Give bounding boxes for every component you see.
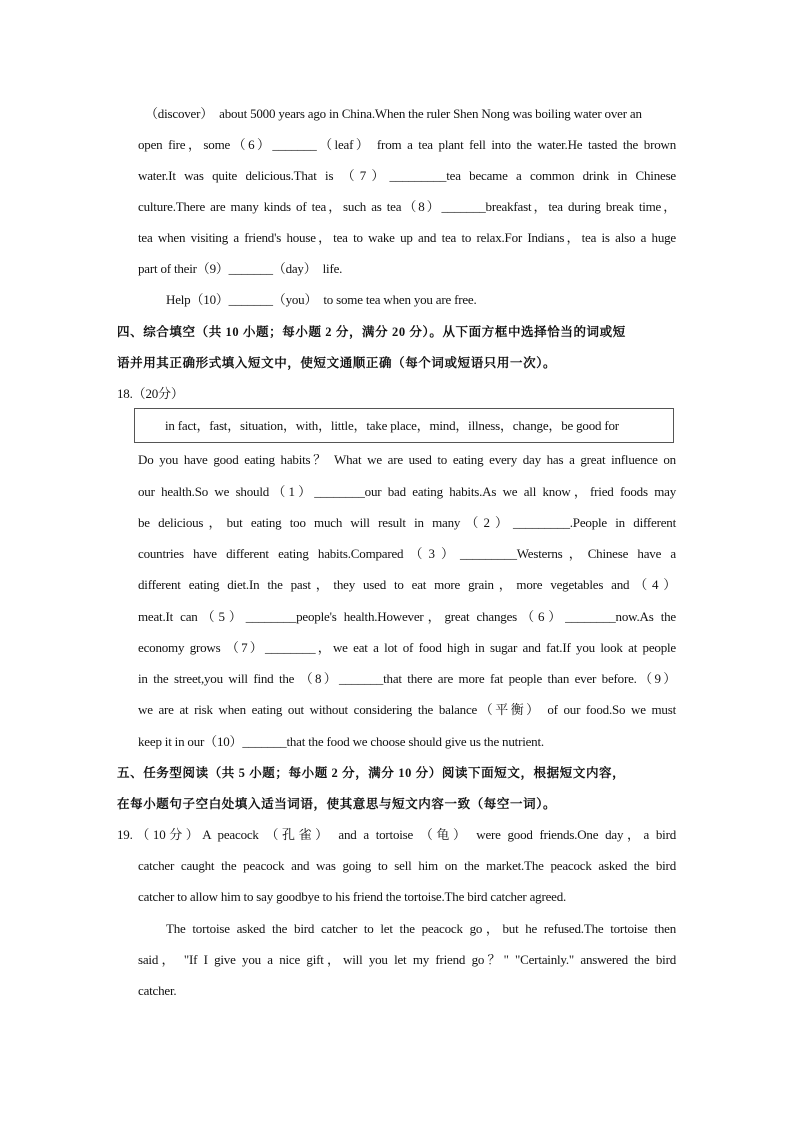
passage-line: open fire，some（6）_______（leaf） from a tea plant fell into the water.He tasted the brown	[138, 137, 676, 152]
passage-line: catcher to allow him to say goodbye to his friend the tortoise.The bird catcher agreed.	[138, 889, 567, 904]
passage-line: said， "If I give you a nice gift，will you let my friend go？" "Certainly." answered the bird	[138, 952, 676, 967]
passage-line: we are at risk when eating out without considering the balance（平衡） of our food.So we must	[138, 702, 676, 717]
word-bank-text: in fact，fast，situation，with，little，take place，mind，illness，change，be good for	[165, 418, 619, 433]
passage-line: Do you have good eating habits？ What we are used to eating every day has a great influence on	[138, 452, 676, 467]
passage-line: countries have different eating habits.Compared（3）_________Westerns，Chinese have a	[138, 546, 676, 561]
passage-line: catcher.	[138, 983, 177, 998]
passage-line: catcher caught the peacock and was going to sell him on the market.The peacock asked the bird	[138, 858, 676, 873]
passage-line: in the street,you will find the （8）_______that there are more fat people than ever before.（9）	[138, 671, 676, 686]
passage-line: tea when visiting a friend's house，tea to wake up and tea to relax.For Indians，tea is also a huge	[138, 230, 676, 245]
passage-line: economy grows （7）________，we eat a lot of food high in sugar and fat.If you look at people	[138, 640, 676, 655]
passage-line: water.It was quite delicious.That is （7）_________tea became a common drink in Chinese	[138, 168, 676, 183]
passage-line: 19.（10分）A peacock （孔雀） and a tortoise （龟） were good friends.One day，a bird	[117, 827, 676, 842]
word-bank-box	[134, 408, 674, 443]
section-5-heading: 在每小题句子空白处填入适当词语，使其意思与短文内容一致（每空一词）。	[117, 797, 557, 811]
passage-line: our health.So we should（1）________our bad eating habits.As we all know，fried foods may	[138, 484, 676, 499]
passage-line: Help（10）_______（you） to some tea when you are free.	[166, 292, 477, 307]
passage-line: different eating diet.In the past，they used to eat more grain，more vegetables and（4）	[138, 577, 676, 592]
section-4-heading: 四、综合填空（共 10 小题；每小题 2 分，满分 20 分）。从下面方框中选择恰当的词或短	[117, 325, 626, 339]
passage-line: The tortoise asked the bird catcher to let the peacock go，but he refused.The tortoise then	[166, 921, 676, 936]
passage-line: keep it in our（10）_______that the food we choose should give us the nutrient.	[138, 734, 544, 749]
passage-line: part of their（9）_______（day） life.	[138, 261, 343, 276]
passage-line: culture.There are many kinds of tea，such as tea（8）_______breakfast，tea during break time，	[138, 199, 676, 214]
passage-line: be delicious，but eating too much will result in many（2）_________.People in different	[138, 515, 676, 530]
passage-line: meat.It can（5）________people's health.However，great changes（6）________now.As the	[138, 609, 676, 624]
section-4-heading: 语并用其正确形式填入短文中，使短文通顺正确（每个词或短语只用一次）。	[117, 356, 557, 370]
section-5-heading: 五、任务型阅读（共 5 小题；每小题 2 分，满分 10 分）阅读下面短文，根据短文内容，	[117, 766, 626, 780]
question-18-label: 18.（20分）	[117, 386, 184, 401]
passage-line: （discover） about 5000 years ago in China.When the ruler Shen Nong was boiling water over an	[145, 106, 642, 121]
